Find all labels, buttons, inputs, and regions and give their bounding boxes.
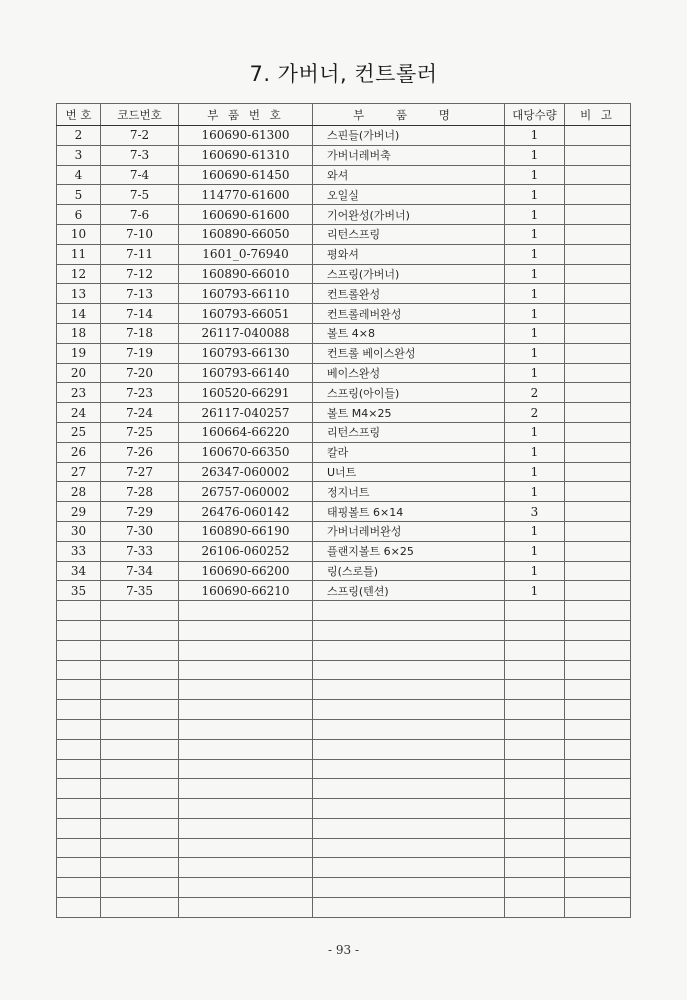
- table-row: [57, 719, 631, 739]
- cell-part-no: 160890-66010: [179, 264, 313, 284]
- cell-name: 와셔: [313, 165, 505, 185]
- cell-code: [101, 719, 179, 739]
- cell-no: 23: [57, 383, 101, 403]
- cell-code: 7-2: [101, 126, 179, 146]
- cell-name: 기어완성(가버너): [313, 205, 505, 225]
- cell-qty: 1: [505, 541, 565, 561]
- cell-remark: [565, 660, 631, 680]
- table-row: [57, 620, 631, 640]
- cell-no: 34: [57, 561, 101, 581]
- cell-name: 칼라: [313, 442, 505, 462]
- cell-qty: [505, 719, 565, 739]
- cell-no: 28: [57, 482, 101, 502]
- cell-part-no: 26117-040257: [179, 403, 313, 423]
- cell-name: [313, 640, 505, 660]
- table-row: [57, 521, 631, 541]
- cell-part-no: [179, 739, 313, 759]
- cell-code: [101, 739, 179, 759]
- cell-code: 7-24: [101, 403, 179, 423]
- cell-remark: [565, 304, 631, 324]
- cell-remark: [565, 462, 631, 482]
- cell-part-no: 1601_0-76940: [179, 244, 313, 264]
- table-row: [57, 363, 631, 383]
- cell-name: [313, 680, 505, 700]
- cell-no: [57, 779, 101, 799]
- cell-name: 태핑볼트 6×14: [313, 502, 505, 522]
- cell-no: 35: [57, 581, 101, 601]
- cell-code: 7-3: [101, 145, 179, 165]
- cell-no: 2: [57, 126, 101, 146]
- cell-part-no: 160670-66350: [179, 442, 313, 462]
- cell-code: 7-18: [101, 323, 179, 343]
- cell-qty: 1: [505, 264, 565, 284]
- cell-name: 플랜지볼트 6×25: [313, 541, 505, 561]
- cell-name: 베이스완성: [313, 363, 505, 383]
- cell-remark: [565, 165, 631, 185]
- table-row: [57, 660, 631, 680]
- cell-no: [57, 858, 101, 878]
- cell-remark: [565, 858, 631, 878]
- table-row: [57, 601, 631, 621]
- cell-part-no: [179, 620, 313, 640]
- cell-qty: [505, 878, 565, 898]
- cell-no: 27: [57, 462, 101, 482]
- cell-remark: [565, 838, 631, 858]
- cell-name: 가버너레버축: [313, 145, 505, 165]
- cell-name: 볼트 4×8: [313, 323, 505, 343]
- cell-no: [57, 838, 101, 858]
- cell-qty: [505, 779, 565, 799]
- cell-code: 7-23: [101, 383, 179, 403]
- cell-remark: [565, 244, 631, 264]
- cell-code: 7-34: [101, 561, 179, 581]
- header-qty: 대당수량: [505, 104, 565, 126]
- cell-code: [101, 779, 179, 799]
- cell-part-no: [179, 680, 313, 700]
- cell-remark: [565, 541, 631, 561]
- table-row: [57, 482, 631, 502]
- cell-name: [313, 818, 505, 838]
- table-row: [57, 403, 631, 423]
- cell-name: [313, 739, 505, 759]
- cell-code: [101, 898, 179, 918]
- cell-name: [313, 779, 505, 799]
- cell-qty: 2: [505, 383, 565, 403]
- cell-qty: 1: [505, 422, 565, 442]
- cell-no: 18: [57, 323, 101, 343]
- cell-remark: [565, 502, 631, 522]
- table-row: [57, 284, 631, 304]
- cell-no: 5: [57, 185, 101, 205]
- table-row: [57, 224, 631, 244]
- table-row: [57, 898, 631, 918]
- cell-no: 11: [57, 244, 101, 264]
- table-row: [57, 343, 631, 363]
- cell-no: 14: [57, 304, 101, 324]
- cell-part-no: 160793-66140: [179, 363, 313, 383]
- cell-part-no: 160890-66190: [179, 521, 313, 541]
- cell-code: 7-27: [101, 462, 179, 482]
- cell-name: 리턴스프링: [313, 224, 505, 244]
- cell-no: [57, 719, 101, 739]
- table-row: [57, 858, 631, 878]
- cell-code: 7-19: [101, 343, 179, 363]
- cell-no: [57, 640, 101, 660]
- cell-no: 10: [57, 224, 101, 244]
- table-row: [57, 502, 631, 522]
- table-row: [57, 126, 631, 146]
- cell-name: 오일실: [313, 185, 505, 205]
- cell-qty: [505, 858, 565, 878]
- cell-part-no: 160793-66110: [179, 284, 313, 304]
- cell-no: 33: [57, 541, 101, 561]
- cell-name: [313, 898, 505, 918]
- cell-code: [101, 640, 179, 660]
- cell-name: [313, 838, 505, 858]
- cell-remark: [565, 739, 631, 759]
- cell-name: 컨트롤레버완성: [313, 304, 505, 324]
- cell-part-no: [179, 898, 313, 918]
- cell-part-no: 160690-61450: [179, 165, 313, 185]
- cell-part-no: 26106-060252: [179, 541, 313, 561]
- cell-part-no: [179, 838, 313, 858]
- cell-qty: [505, 620, 565, 640]
- table-row: [57, 205, 631, 225]
- cell-name: 스프링(텐션): [313, 581, 505, 601]
- cell-qty: 1: [505, 462, 565, 482]
- cell-no: 30: [57, 521, 101, 541]
- cell-remark: [565, 383, 631, 403]
- cell-part-no: 160793-66051: [179, 304, 313, 324]
- cell-part-no: [179, 660, 313, 680]
- page-title: 7. 가버너, 컨트롤러: [249, 62, 438, 86]
- cell-part-no: [179, 640, 313, 660]
- cell-code: 7-14: [101, 304, 179, 324]
- cell-remark: [565, 343, 631, 363]
- cell-part-no: 114770-61600: [179, 185, 313, 205]
- table-row: [57, 541, 631, 561]
- cell-remark: [565, 224, 631, 244]
- cell-name: 컨트롤완성: [313, 284, 505, 304]
- table-row: [57, 818, 631, 838]
- cell-name: U너트: [313, 462, 505, 482]
- table-row: [57, 442, 631, 462]
- cell-qty: 1: [505, 185, 565, 205]
- cell-part-no: 26757-060002: [179, 482, 313, 502]
- cell-no: [57, 620, 101, 640]
- cell-remark: [565, 759, 631, 779]
- table-header-row: [57, 104, 631, 126]
- cell-code: 7-28: [101, 482, 179, 502]
- cell-part-no: 160690-61300: [179, 126, 313, 146]
- cell-name: 정지너트: [313, 482, 505, 502]
- cell-qty: [505, 838, 565, 858]
- cell-remark: [565, 561, 631, 581]
- cell-qty: 1: [505, 244, 565, 264]
- cell-no: 20: [57, 363, 101, 383]
- cell-code: [101, 878, 179, 898]
- table-row: [57, 700, 631, 720]
- cell-no: 12: [57, 264, 101, 284]
- cell-qty: 1: [505, 284, 565, 304]
- cell-part-no: [179, 601, 313, 621]
- cell-qty: [505, 759, 565, 779]
- cell-remark: [565, 422, 631, 442]
- cell-code: [101, 620, 179, 640]
- cell-code: [101, 680, 179, 700]
- cell-no: [57, 680, 101, 700]
- cell-no: [57, 660, 101, 680]
- cell-remark: [565, 145, 631, 165]
- cell-name: 컨트롤 베이스완성: [313, 343, 505, 363]
- cell-no: [57, 700, 101, 720]
- page-number: - 93 -: [327, 943, 359, 957]
- cell-code: 7-33: [101, 541, 179, 561]
- cell-code: 7-12: [101, 264, 179, 284]
- cell-qty: [505, 640, 565, 660]
- cell-remark: [565, 363, 631, 383]
- cell-name: 가버너레버완성: [313, 521, 505, 541]
- cell-qty: 1: [505, 205, 565, 225]
- cell-qty: 1: [505, 323, 565, 343]
- table-row: [57, 422, 631, 442]
- table-row: [57, 799, 631, 819]
- cell-no: 6: [57, 205, 101, 225]
- cell-name: [313, 759, 505, 779]
- cell-remark: [565, 779, 631, 799]
- table-row: [57, 244, 631, 264]
- cell-no: 24: [57, 403, 101, 423]
- cell-remark: [565, 264, 631, 284]
- cell-name: [313, 878, 505, 898]
- cell-remark: [565, 323, 631, 343]
- cell-code: [101, 601, 179, 621]
- table-row: [57, 838, 631, 858]
- cell-no: 3: [57, 145, 101, 165]
- table-row: [57, 680, 631, 700]
- cell-qty: 1: [505, 224, 565, 244]
- header-part-no: 부 품 번 호: [179, 104, 313, 126]
- cell-part-no: 160664-66220: [179, 422, 313, 442]
- cell-qty: 1: [505, 482, 565, 502]
- cell-name: 스프링(아이들): [313, 383, 505, 403]
- cell-remark: [565, 700, 631, 720]
- cell-name: 볼트 M4×25: [313, 403, 505, 423]
- cell-remark: [565, 205, 631, 225]
- cell-qty: [505, 601, 565, 621]
- table-row: [57, 185, 631, 205]
- cell-remark: [565, 403, 631, 423]
- cell-part-no: [179, 878, 313, 898]
- cell-part-no: 160690-61310: [179, 145, 313, 165]
- table-row: [57, 640, 631, 660]
- cell-name: [313, 858, 505, 878]
- cell-name: 스핀들(가버너): [313, 126, 505, 146]
- cell-name: 스프링(가버너): [313, 264, 505, 284]
- header-no: 번 호: [57, 104, 101, 126]
- cell-name: [313, 660, 505, 680]
- table-row: [57, 779, 631, 799]
- cell-code: 7-11: [101, 244, 179, 264]
- table-row: [57, 304, 631, 324]
- cell-part-no: 26476-060142: [179, 502, 313, 522]
- cell-remark: [565, 185, 631, 205]
- cell-code: 7-35: [101, 581, 179, 601]
- cell-qty: [505, 898, 565, 918]
- cell-part-no: 160690-66210: [179, 581, 313, 601]
- cell-part-no: [179, 700, 313, 720]
- cell-no: 13: [57, 284, 101, 304]
- cell-remark: [565, 799, 631, 819]
- cell-part-no: [179, 719, 313, 739]
- cell-name: [313, 620, 505, 640]
- cell-remark: [565, 601, 631, 621]
- table-row: [57, 264, 631, 284]
- cell-remark: [565, 442, 631, 462]
- cell-no: [57, 898, 101, 918]
- cell-part-no: [179, 799, 313, 819]
- cell-qty: 1: [505, 561, 565, 581]
- cell-qty: [505, 739, 565, 759]
- cell-part-no: 26347-060002: [179, 462, 313, 482]
- cell-qty: 1: [505, 126, 565, 146]
- cell-remark: [565, 878, 631, 898]
- cell-qty: [505, 680, 565, 700]
- cell-part-no: 160520-66291: [179, 383, 313, 403]
- cell-qty: 1: [505, 343, 565, 363]
- cell-remark: [565, 126, 631, 146]
- cell-code: 7-4: [101, 165, 179, 185]
- cell-no: 19: [57, 343, 101, 363]
- cell-no: [57, 759, 101, 779]
- cell-qty: 1: [505, 581, 565, 601]
- cell-part-no: [179, 759, 313, 779]
- cell-part-no: [179, 818, 313, 838]
- cell-code: 7-26: [101, 442, 179, 462]
- cell-part-no: 26117-040088: [179, 323, 313, 343]
- cell-no: [57, 818, 101, 838]
- cell-code: 7-13: [101, 284, 179, 304]
- cell-no: 29: [57, 502, 101, 522]
- cell-code: 7-20: [101, 363, 179, 383]
- cell-no: [57, 799, 101, 819]
- cell-part-no: [179, 779, 313, 799]
- cell-remark: [565, 620, 631, 640]
- cell-part-no: 160890-66050: [179, 224, 313, 244]
- cell-name: [313, 700, 505, 720]
- cell-code: [101, 858, 179, 878]
- cell-part-no: [179, 858, 313, 878]
- header-name: 부 품 명: [313, 104, 505, 126]
- cell-code: 7-30: [101, 521, 179, 541]
- cell-no: 26: [57, 442, 101, 462]
- table-row: [57, 462, 631, 482]
- cell-code: 7-25: [101, 422, 179, 442]
- cell-code: [101, 818, 179, 838]
- table-row: [57, 561, 631, 581]
- table-row: [57, 323, 631, 343]
- cell-remark: [565, 640, 631, 660]
- cell-remark: [565, 818, 631, 838]
- cell-name: [313, 601, 505, 621]
- cell-no: 4: [57, 165, 101, 185]
- table-row: [57, 878, 631, 898]
- table-row: [57, 145, 631, 165]
- cell-remark: [565, 898, 631, 918]
- cell-no: [57, 878, 101, 898]
- cell-code: [101, 759, 179, 779]
- cell-qty: 1: [505, 363, 565, 383]
- cell-qty: [505, 700, 565, 720]
- cell-remark: [565, 521, 631, 541]
- cell-remark: [565, 719, 631, 739]
- cell-code: 7-29: [101, 502, 179, 522]
- cell-part-no: 160793-66130: [179, 343, 313, 363]
- cell-no: 25: [57, 422, 101, 442]
- header-code: 코드번호: [101, 104, 179, 126]
- cell-code: 7-6: [101, 205, 179, 225]
- cell-qty: 1: [505, 145, 565, 165]
- cell-name: 평와셔: [313, 244, 505, 264]
- cell-remark: [565, 284, 631, 304]
- cell-code: [101, 700, 179, 720]
- cell-qty: [505, 799, 565, 819]
- cell-remark: [565, 482, 631, 502]
- cell-qty: 1: [505, 521, 565, 541]
- cell-remark: [565, 680, 631, 700]
- cell-qty: 1: [505, 442, 565, 462]
- header-remark: 비 고: [565, 104, 631, 126]
- cell-code: [101, 799, 179, 819]
- cell-code: [101, 838, 179, 858]
- cell-code: 7-10: [101, 224, 179, 244]
- table-row: [57, 383, 631, 403]
- cell-name: 리턴스프링: [313, 422, 505, 442]
- cell-remark: [565, 581, 631, 601]
- cell-part-no: 160690-66200: [179, 561, 313, 581]
- cell-code: [101, 660, 179, 680]
- cell-qty: 1: [505, 165, 565, 185]
- cell-no: [57, 739, 101, 759]
- parts-table: [56, 103, 631, 918]
- cell-qty: 2: [505, 403, 565, 423]
- cell-no: [57, 601, 101, 621]
- cell-qty: 1: [505, 304, 565, 324]
- table-row: [57, 759, 631, 779]
- table-row: [57, 581, 631, 601]
- cell-name: 링(스로틀): [313, 561, 505, 581]
- table-row: [57, 739, 631, 759]
- cell-qty: [505, 818, 565, 838]
- cell-name: [313, 799, 505, 819]
- cell-name: [313, 719, 505, 739]
- cell-code: 7-5: [101, 185, 179, 205]
- cell-qty: [505, 660, 565, 680]
- cell-part-no: 160690-61600: [179, 205, 313, 225]
- table-row: [57, 165, 631, 185]
- cell-qty: 3: [505, 502, 565, 522]
- table-body: [57, 126, 631, 918]
